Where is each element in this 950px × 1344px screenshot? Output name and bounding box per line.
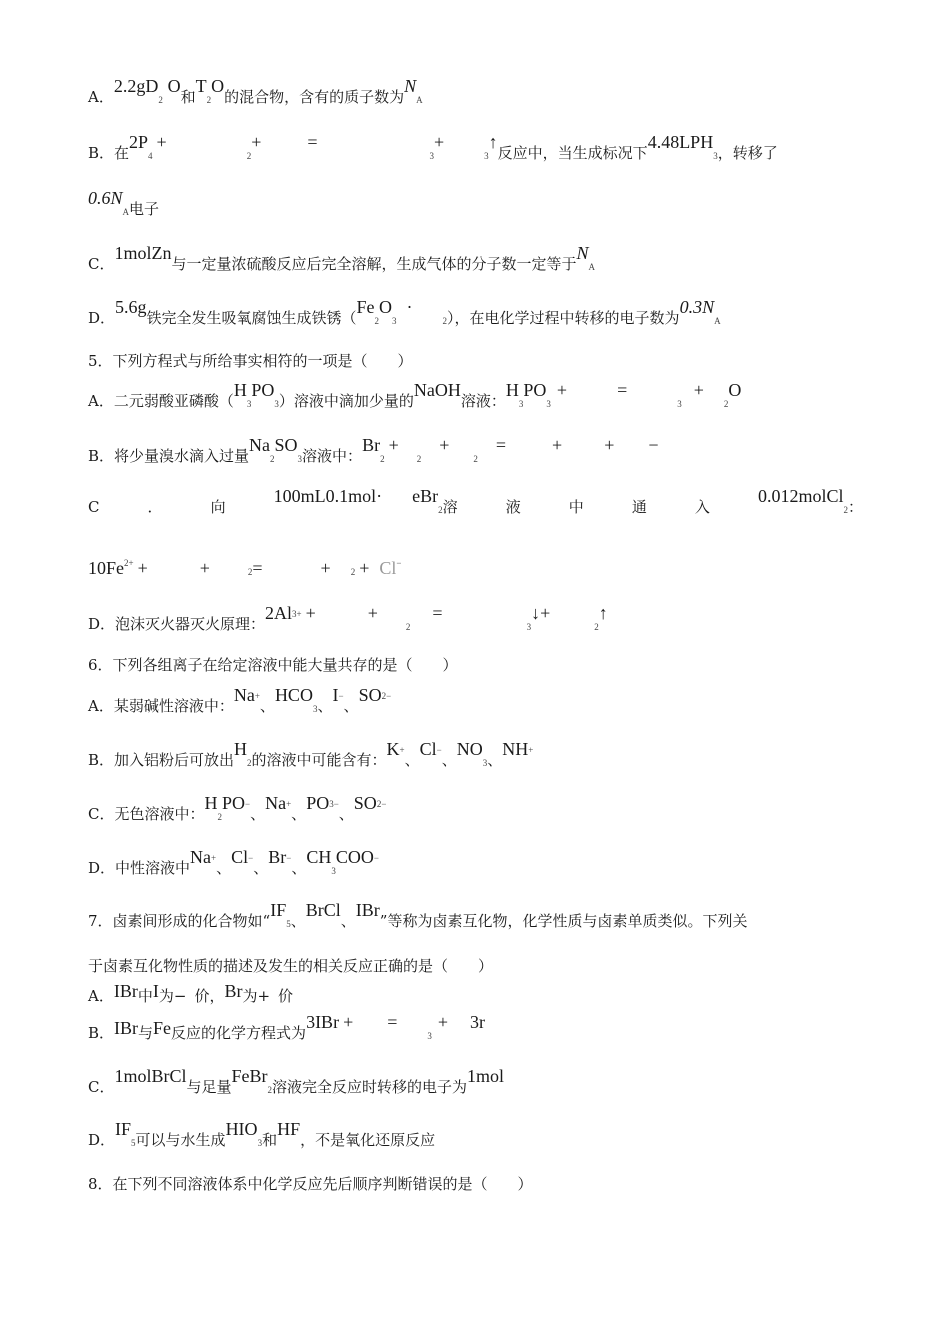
q5-option-a: A．二元弱酸亚磷酸（H3PO3）溶液中滴加少量的NaOH溶液：H3PO3+ =3+2O [88, 380, 742, 410]
q6-option-c: C．无色溶液中：H2PO−、Na+、$PO^{3-}$、$SO^{2-}$ [88, 793, 387, 823]
q7-option-b: B．IBr与Fe反应的化学方程式为3IBr + =3+ 3r [88, 1012, 486, 1042]
gas-arrow-icon: ↑ [488, 132, 498, 152]
q5-option-c-equation: $10Fe^{2+}$ + + 2= + 2 + Cl− [88, 558, 402, 578]
q6-option-a: A．某弱碱性溶液中：Na+、HCO3、I−、$SO^{2-}$ [88, 685, 392, 715]
q5-option-c: C ． 向 100mL0.1mol· eBr2溶 液 中 通 入 0.012molCl2： [88, 486, 863, 516]
q5-option-d: D．泡沫灭火器灭火原理：$2Al^{3+}$ + +2=3↓+2↑ [88, 603, 608, 633]
q4-option-c: C．1molZn与一定量浓硫酸反应后完全溶解，生成气体的分子数一定等于NA [88, 243, 596, 273]
q8-stem: 8．在下列不同溶液体系中化学反应先后顺序判断错误的是（ ） [88, 1175, 533, 1193]
q4-option-a: A．2.2gD2 O和T2O的混合物，含有的质子数为NA [88, 76, 423, 106]
q7-stem-line1: 7．卤素间形成的化合物如“IF5、BrCl、IBr”等称为卤素互化物，化学性质与卤素单质类似。下列关 [88, 900, 748, 930]
gas-arrow-icon: ↑ [598, 603, 608, 623]
q4-option-b: B．在2P4+2+ =3+3↑反应中，当生成标况下4.48LPH3，转移了 [88, 132, 778, 162]
q4-option-d: D．5.6g铁完全发生吸氧腐蚀生成铁锈（Fe2O3·2），在电化学过程中转移的电子数为0.3NA [88, 297, 721, 327]
q6-option-b: B．加入铝粉后可放出H2的溶液中可能含有：K+、Cl−、NO3、NH+ [88, 739, 534, 769]
q6-stem: 6．下列各组离子在给定溶液中能大量共存的是（ ） [88, 656, 458, 674]
q7-option-c: C．1molBrCl与足量FeBr2溶液完全反应时转移的电子为1mol [88, 1066, 505, 1096]
q5-stem: 5．下列方程式与所给事实相符的一项是（ ） [88, 352, 413, 370]
q6-option-d: D．中性溶液中Na+、Cl−、Br−、CH3COO− [88, 847, 379, 877]
q7-option-a: A．IBr中I为− 价，Br为+ 价 [88, 981, 294, 1005]
q4-option-b-cont: 0.6NA电子 [88, 188, 160, 218]
q7-stem-line2: 于卤素互化物性质的描述及发生的相关反应正确的是（ ） [88, 957, 494, 975]
q7-option-d: D．IF5可以与水生成HIO3和HF，不是氧化还原反应 [88, 1119, 436, 1149]
precipitate-arrow-icon: ↓ [531, 603, 541, 623]
q5-option-b: B．将少量溴水滴入过量Na2SO3溶液中：Br2+2+2= + + − [88, 435, 659, 465]
